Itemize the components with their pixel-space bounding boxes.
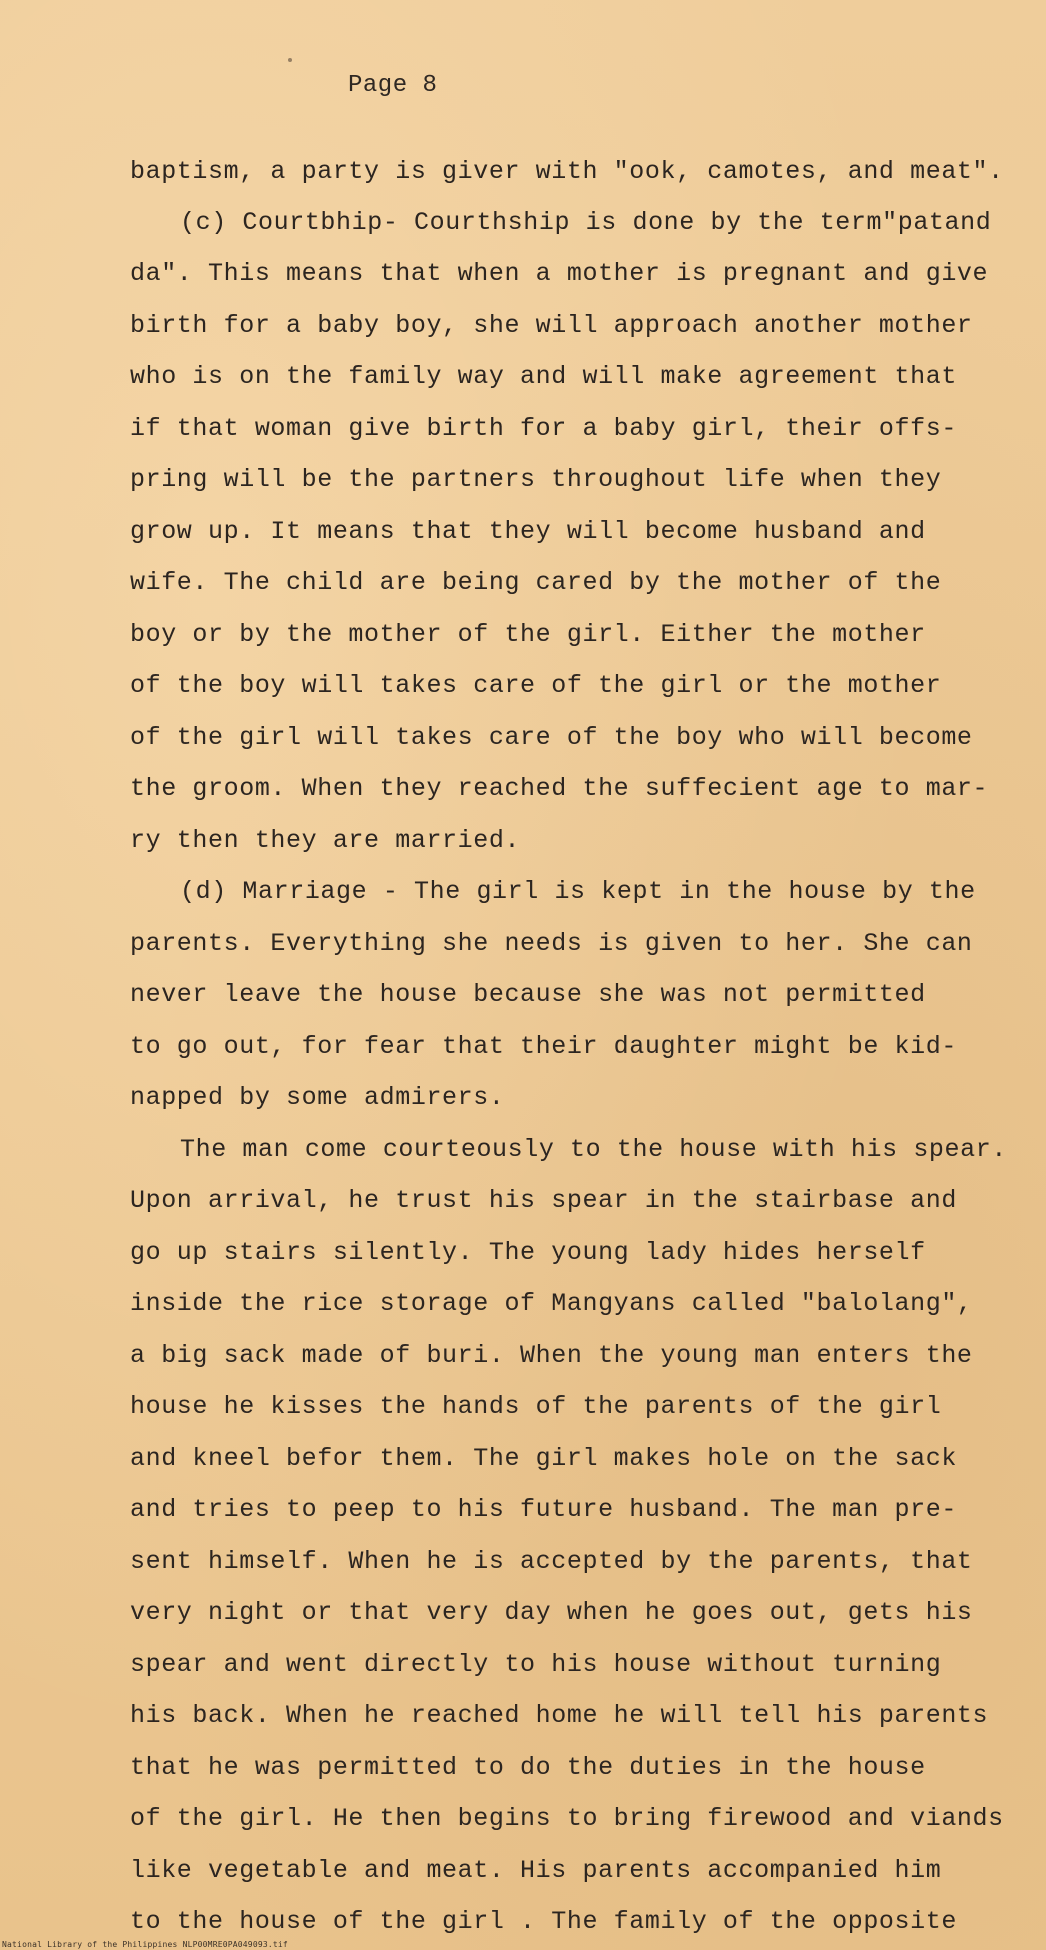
text-line: (c) Courtbhip- Courthship is done by the term"patand [180,208,992,237]
text-line: parents. Everything she needs is given to her. She can [130,929,973,958]
text-line: that he was permitted to do the duties in the house [130,1753,926,1782]
text-line: birth for a baby boy, she will approach another mother [130,311,973,340]
archive-footer: National Library of the Philippines NLP00MRE0PA049093.tif [2,1940,288,1949]
paper-speck [288,58,292,62]
page-number: Page 8 [348,72,438,99]
text-line: napped by some admirers. [130,1083,505,1112]
text-line: ry then they are married. [130,826,521,855]
text-line: to the house of the girl . The family of the opposite [130,1907,957,1936]
text-line: the groom. When they reached the suffecient age to mar- [130,774,989,803]
text-line: of the boy will takes care of the girl or the mother [130,671,942,700]
text-line: of the girl. He then begins to bring firewood and viands [130,1804,1004,1833]
text-line: Upon arrival, he trust his spear in the stairbase and [130,1186,957,1215]
text-line: a big sack made of buri. When the young man enters the [130,1341,973,1370]
text-line: da". This means that when a mother is pregnant and give [130,259,989,288]
text-line: if that woman give birth for a baby girl, their offs- [130,414,957,443]
text-line: who is on the family way and will make agreement that [130,362,957,391]
text-line: grow up. It means that they will become husband and [130,517,926,546]
text-line: house he kisses the hands of the parents of the girl [130,1392,942,1421]
text-line: inside the rice storage of Mangyans called "balolang", [130,1289,973,1318]
text-line: and tries to peep to his future husband. The man pre- [130,1495,957,1524]
text-line: spear and went directly to his house without turning [130,1650,942,1679]
text-line: go up stairs silently. The young lady hides herself [130,1238,926,1267]
text-line: to go out, for fear that their daughter might be kid- [130,1032,957,1061]
text-line: like vegetable and meat. His parents accompanied him [130,1856,942,1885]
text-line: boy or by the mother of the girl. Either the mother [130,620,926,649]
text-line: wife. The child are being cared by the mother of the [130,568,942,597]
text-line: pring will be the partners throughout life when they [130,465,942,494]
text-line: very night or that very day when he goes out, gets his [130,1598,973,1627]
text-line: (d) Marriage - The girl is kept in the house by the [180,877,976,906]
text-line: his back. When he reached home he will tell his parents [130,1701,989,1730]
text-line: never leave the house because she was not permitted [130,980,926,1009]
text-line: baptism, a party is giver with "ook, camotes, and meat". [130,157,1004,186]
text-line: sent himself. When he is accepted by the parents, that [130,1547,973,1576]
text-line: and kneel befor them. The girl makes hole on the sack [130,1444,957,1473]
text-line: of the girl will takes care of the boy who will become [130,723,973,752]
text-line: The man come courteously to the house with his spear. [180,1135,1007,1164]
